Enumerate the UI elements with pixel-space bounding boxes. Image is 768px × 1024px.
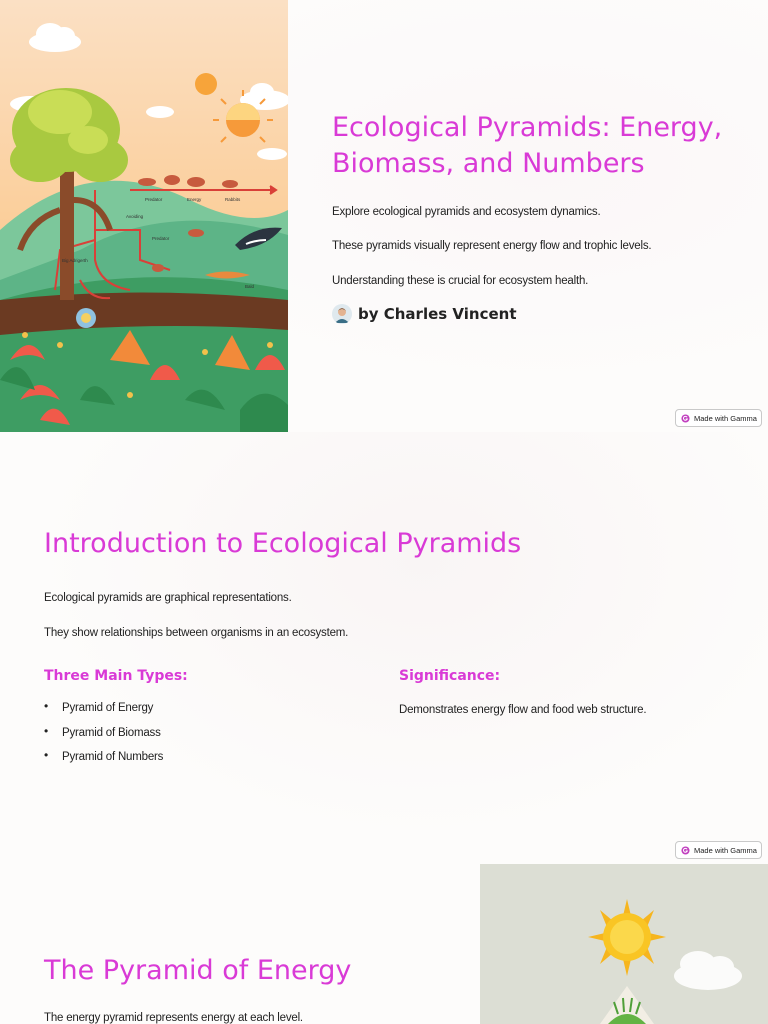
svg-text:Rabbits: Rabbits: [225, 197, 241, 202]
intro-line-1: The energy pyramid represents energy at each level.: [44, 1012, 303, 1024]
list-item: • Pyramid of Numbers: [44, 751, 163, 776]
types-heading: Three Main Types:: [44, 668, 188, 684]
intro-line-1: Ecological pyramids are graphical representations.: [44, 592, 292, 604]
ecosystem-illustration: [0, 0, 288, 432]
sun-pyramid-illustration: [480, 864, 768, 1024]
svg-text:Predator: Predator: [152, 236, 170, 241]
made-with-gamma-badge[interactable]: [675, 409, 762, 427]
avatar: [332, 304, 352, 324]
badge-label: Made with Gamma: [694, 845, 757, 855]
slide-title: Introduction to Ecological Pyramids: [44, 528, 522, 559]
slide-title: The Pyramid of Energy: [44, 955, 352, 986]
made-with-gamma-badge[interactable]: [675, 841, 762, 859]
list-item: • Pyramid of Energy: [44, 702, 163, 727]
types-list: [44, 702, 163, 776]
intro-line-3: Understanding these is crucial for ecosystem health.: [332, 275, 589, 287]
slide-title: Ecological Pyramids: Energy, Biomass, and Numbers: [332, 112, 723, 179]
svg-text:Big Adrigerth: Big Adrigerth: [62, 258, 88, 263]
svg-text:Avoiding: Avoiding: [126, 214, 144, 219]
author-byline: [332, 304, 517, 324]
title-slide: [0, 0, 768, 432]
badge-label: Made with Gamma: [694, 413, 757, 423]
author-name: by Charles Vincent: [358, 305, 517, 323]
svg-text:Bald: Bald: [245, 284, 255, 289]
gamma-logo-icon: [681, 846, 690, 855]
svg-text:Energy: Energy: [187, 197, 202, 202]
significance-text: Demonstrates energy flow and food web structure.: [399, 704, 647, 716]
gamma-logo-icon: [681, 414, 690, 423]
pyramid-of-energy-slide: [0, 864, 768, 1024]
introduction-slide: [0, 432, 768, 864]
intro-line-2: These pyramids visually represent energy flow and trophic levels.: [332, 240, 652, 252]
list-item: • Pyramid of Biomass: [44, 727, 163, 752]
intro-line-2: They show relationships between organisms in an ecosystem.: [44, 627, 349, 639]
intro-line-1: Explore ecological pyramids and ecosystem dynamics.: [332, 206, 601, 218]
significance-heading: Significance:: [399, 668, 501, 684]
svg-text:Predator: Predator: [145, 197, 163, 202]
